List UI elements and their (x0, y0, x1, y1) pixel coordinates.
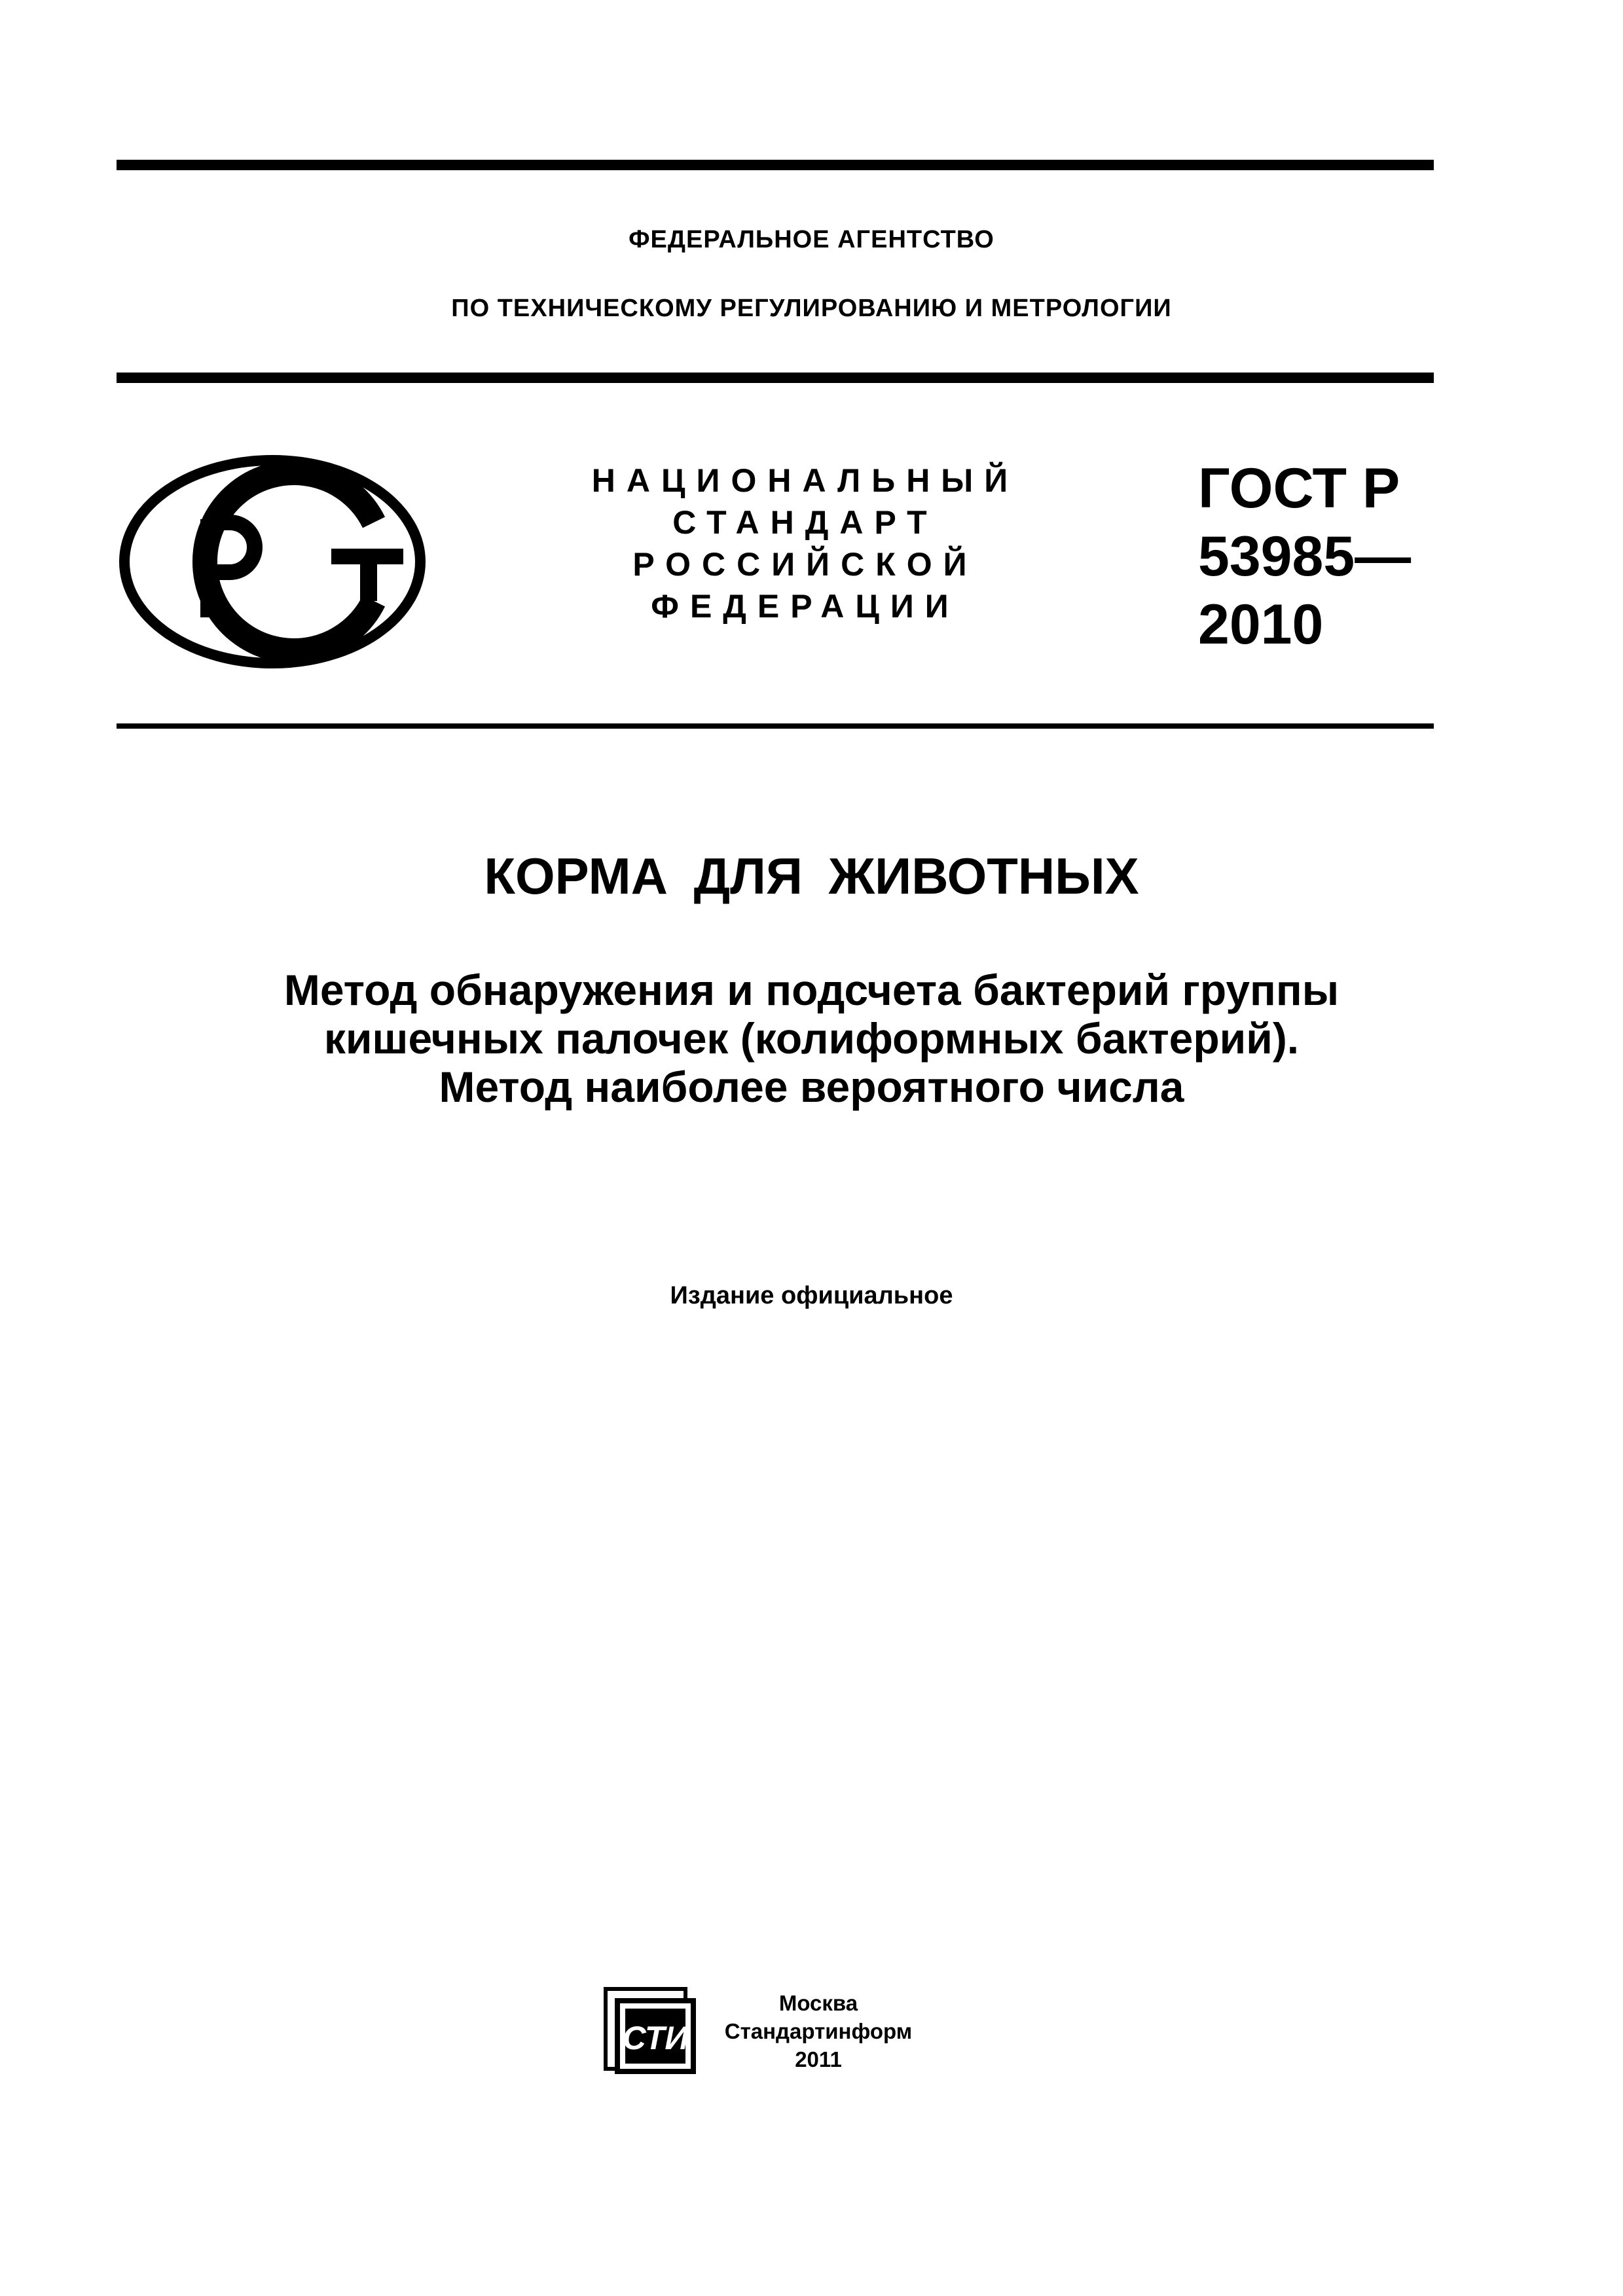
standartinform-logo-icon (603, 1986, 701, 2077)
standard-type-line-4: ФЕДЕРАЦИИ (651, 588, 960, 625)
publisher-city: Москва (778, 1991, 858, 2015)
designation-line-3: 2010 (1198, 593, 1324, 656)
designation-line-1: ГОСТ Р (1198, 457, 1400, 520)
agency-line-1: ФЕДЕРАЛЬНОЕ АГЕНТСТВО (629, 226, 994, 253)
edition-note: Издание официальное (670, 1282, 953, 1309)
rst-emblem-icon (115, 450, 429, 673)
subtitle-line-1: Метод обнаружения и подсчета бактерий группы (283, 966, 1340, 1014)
standard-type-line-3: РОССИЙСКОЙ (632, 546, 978, 583)
designation-line-2: 53985— (1198, 525, 1412, 588)
standard-type-line-2: СТАНДАРТ (672, 504, 938, 541)
document-subtitle (0, 966, 1623, 1111)
header-rule (117, 373, 1434, 383)
subtitle-line-3: Метод наиболее вероятного числа (439, 1063, 1184, 1111)
document-title: КОРМА ДЛЯ ЖИВОТНЫХ (484, 847, 1139, 905)
agency-line-2: ПО ТЕХНИЧЕСКОМУ РЕГУЛИРОВАНИЮ И МЕТРОЛОГИИ (451, 295, 1172, 322)
publisher-info (720, 1989, 917, 2073)
standartinform-logo-text: СТИ (622, 2020, 689, 2056)
publisher-name: Стандартинформ (724, 2019, 913, 2043)
publisher-year: 2011 (795, 2047, 842, 2071)
subtitle-line-2: кишечных палочек (колиформных бактерий). (323, 1014, 1300, 1063)
designation-rule (117, 723, 1434, 729)
top-rule (117, 160, 1434, 170)
standard-designation (1198, 454, 1499, 659)
standard-type-line-1: НАЦИОНАЛЬНЫЙ (591, 462, 1019, 499)
standard-type (524, 460, 1087, 627)
